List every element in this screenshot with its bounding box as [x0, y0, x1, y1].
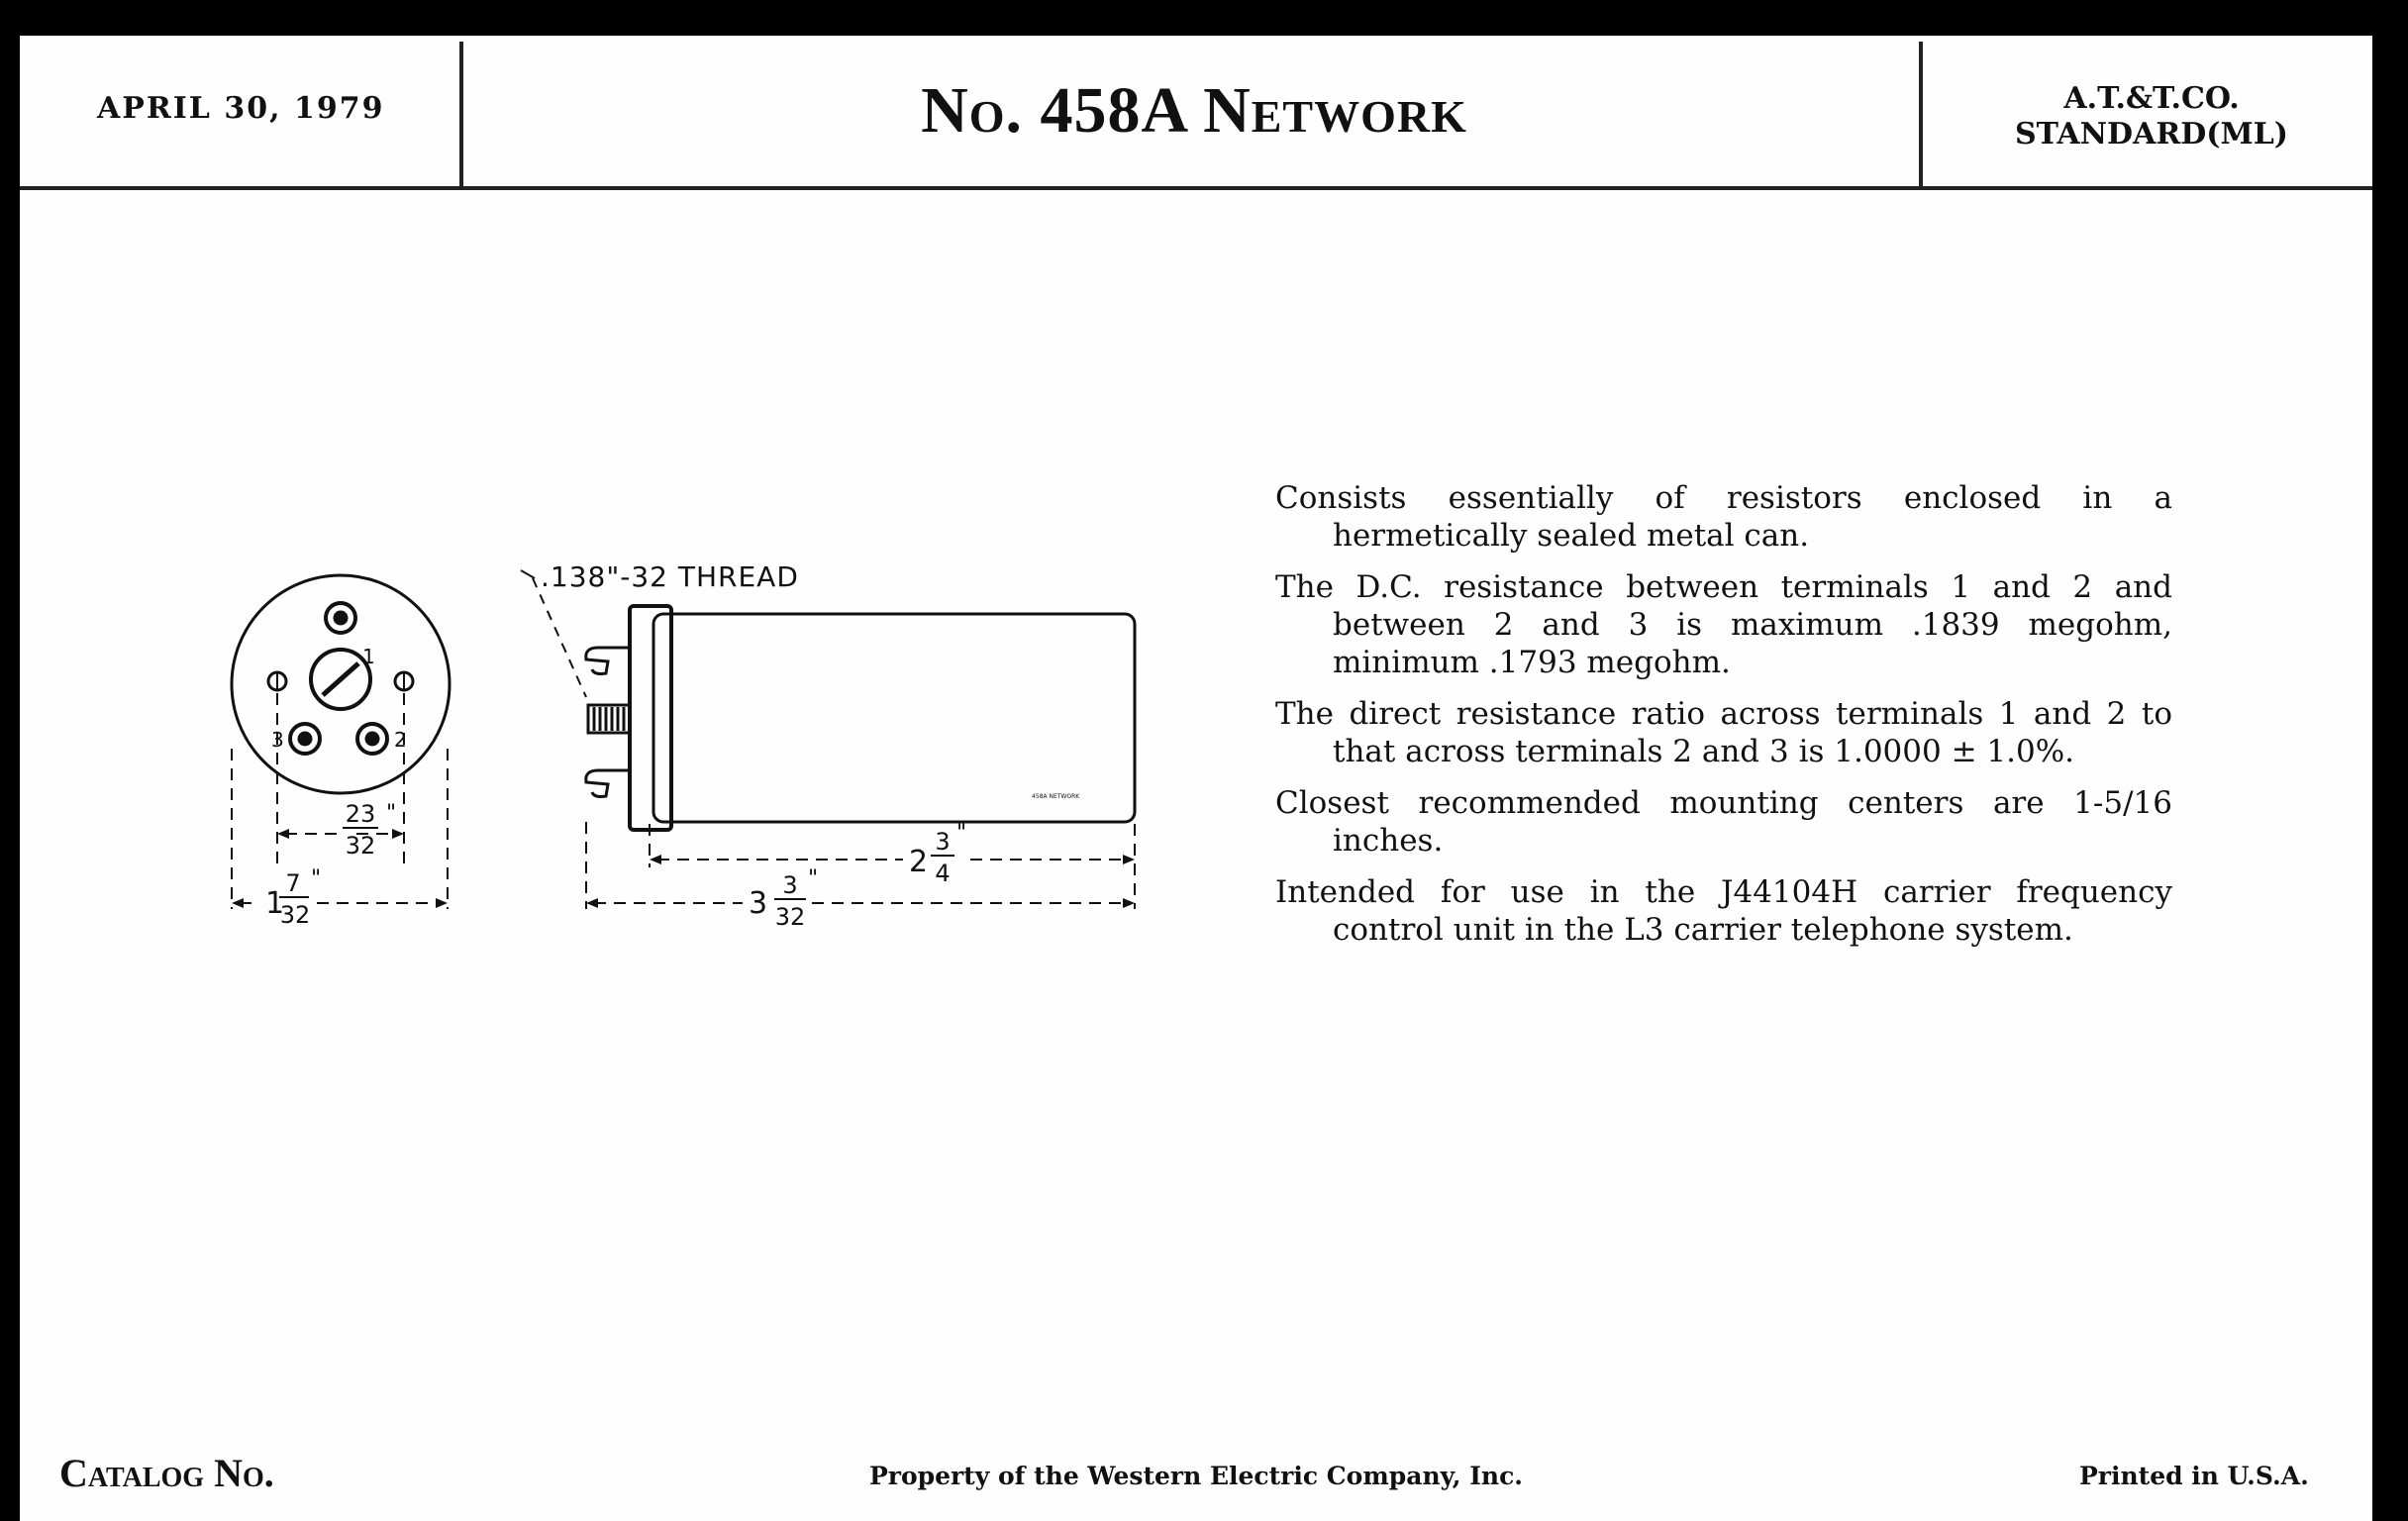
thread-label: .138"-32 THREAD: [541, 560, 799, 593]
can-marking: 458A NETWORK: [1032, 793, 1080, 800]
dim-can-length: [909, 821, 966, 887]
dim-23-32-unit: ": [386, 801, 397, 826]
terminal-lug-lower: [586, 770, 630, 797]
description-paragraph: Intended for use in the J44104H carrier frequency control unit in the L3 carrier telephone system.: [1275, 874, 2172, 948]
terminal-3-label: 3: [271, 728, 284, 752]
terminal-2-label: 2: [394, 728, 407, 752]
company-standard: [1931, 81, 2372, 152]
can-flange: [630, 606, 671, 830]
dim-3-3-32-whole: 3: [749, 886, 768, 921]
dim-2-3-4-den: 4: [935, 860, 951, 887]
dim-terminal-spacing: [343, 800, 396, 860]
dim-1-7-32-den: 32: [279, 901, 311, 929]
dim-2-3-4-num: 3: [935, 828, 951, 856]
dim-2-3-4-whole: 2: [909, 845, 929, 879]
dim-2-3-4-unit: ": [956, 821, 967, 846]
terminal-1-label: 1: [362, 645, 375, 668]
description-paragraph: Consists essentially of resistors enclosed in a hermetically sealed metal can.: [1275, 480, 2172, 554]
can-body: [653, 614, 1135, 822]
dim-overall-length: [749, 866, 818, 931]
header-divider-right: [1919, 42, 1923, 186]
property-notice: Property of the Western Electric Company, Inc.: [868, 1462, 1523, 1490]
description-paragraph: Closest recommended mounting centers are 1-5/16 inches.: [1275, 785, 2172, 859]
description-paragraph: The direct resistance ratio across terminals 1 and 2 to that across terminals 2 and 3 is 1.0000 ± 1.0%.: [1275, 696, 2172, 769]
company-name: A.T.&T.CO.: [2063, 81, 2240, 116]
thread-leader: [533, 578, 586, 697]
end-view-circle: [232, 575, 450, 793]
dim-1-7-32-unit: ": [311, 866, 322, 891]
dim-3-3-32-num: 3: [782, 871, 798, 899]
dim-end-width: [265, 866, 321, 929]
dim-3-3-32-unit: ": [808, 866, 819, 891]
description-paragraph: The D.C. resistance between terminals 1 and 2 and between 2 and 3 is maximum .1839 megohm, minimum .1793 megohm.: [1275, 569, 2172, 680]
network-drawing: [20, 36, 1248, 986]
dim-3-3-32-den: 32: [774, 903, 806, 931]
dim-23-32-num: 23: [345, 800, 376, 828]
dim-1-7-32-num: 7: [285, 869, 301, 897]
dim-23-32-den: 32: [345, 832, 376, 860]
printed-in-label: Printed in U.S.A.: [2079, 1462, 2309, 1490]
sheet-date: APRIL 30, 1979: [97, 91, 385, 126]
catalog-number-label: Catalog No.: [59, 1451, 274, 1495]
terminal-lug-upper: [586, 648, 630, 674]
dim-1-7-32-whole: 1: [265, 886, 285, 921]
standard-label: STANDARD(ML): [2015, 117, 2288, 152]
description-text: [1275, 479, 2172, 963]
catalog-sheet: [20, 36, 2372, 1521]
sheet-title: No. 458A Network: [921, 74, 1467, 147]
